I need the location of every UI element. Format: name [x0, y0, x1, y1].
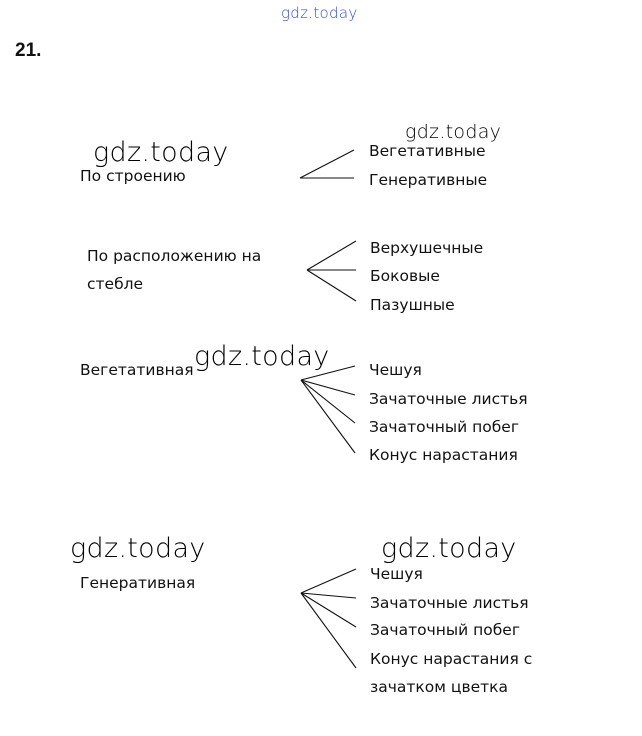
- connector-line: [301, 366, 355, 380]
- watermark: gdz.today: [194, 341, 330, 372]
- group-label-line: По расположению на: [87, 247, 262, 265]
- group-label: Генеративная: [80, 574, 196, 592]
- group-leaf: Конус нарастания с: [370, 650, 533, 668]
- watermark: gdz.today: [405, 121, 502, 143]
- group-leaf: Боковые: [370, 267, 440, 285]
- task-number: 21.: [15, 40, 42, 61]
- group-leaf: Верхушечные: [370, 239, 484, 257]
- group-leaf: Зачаточный побег: [369, 418, 519, 436]
- group-label-line: стебле: [87, 275, 144, 293]
- group-leaf: зачатком цветка: [370, 678, 509, 696]
- connector-line: [301, 593, 356, 668]
- group-leaf: Вегетативные: [369, 142, 486, 160]
- watermark-top: gdz.today: [281, 4, 358, 22]
- group-leaf: Генеративные: [369, 171, 488, 189]
- connector-line: [301, 593, 356, 627]
- watermark: gdz.today: [381, 533, 517, 564]
- connector-line: [307, 270, 356, 301]
- group-label: По строению: [80, 167, 186, 185]
- group-leaf: Пазушные: [370, 296, 455, 314]
- connector-line: [301, 380, 355, 395]
- group-leaf: Чешуя: [370, 565, 423, 583]
- group-label: Вегетативная: [80, 361, 194, 379]
- group-leaf: Конус нарастания: [369, 446, 518, 464]
- connector-line: [300, 150, 354, 178]
- connector-line: [301, 593, 356, 598]
- watermark: gdz.today: [93, 137, 229, 168]
- group-leaf: Зачаточный побег: [370, 621, 520, 639]
- watermark: gdz.today: [70, 533, 206, 564]
- group-leaf: Зачаточные листья: [369, 390, 528, 408]
- group-leaf: Чешуя: [369, 361, 422, 379]
- connector-line: [307, 241, 356, 270]
- group-leaf: Зачаточные листья: [370, 594, 529, 612]
- connector-line: [301, 569, 356, 593]
